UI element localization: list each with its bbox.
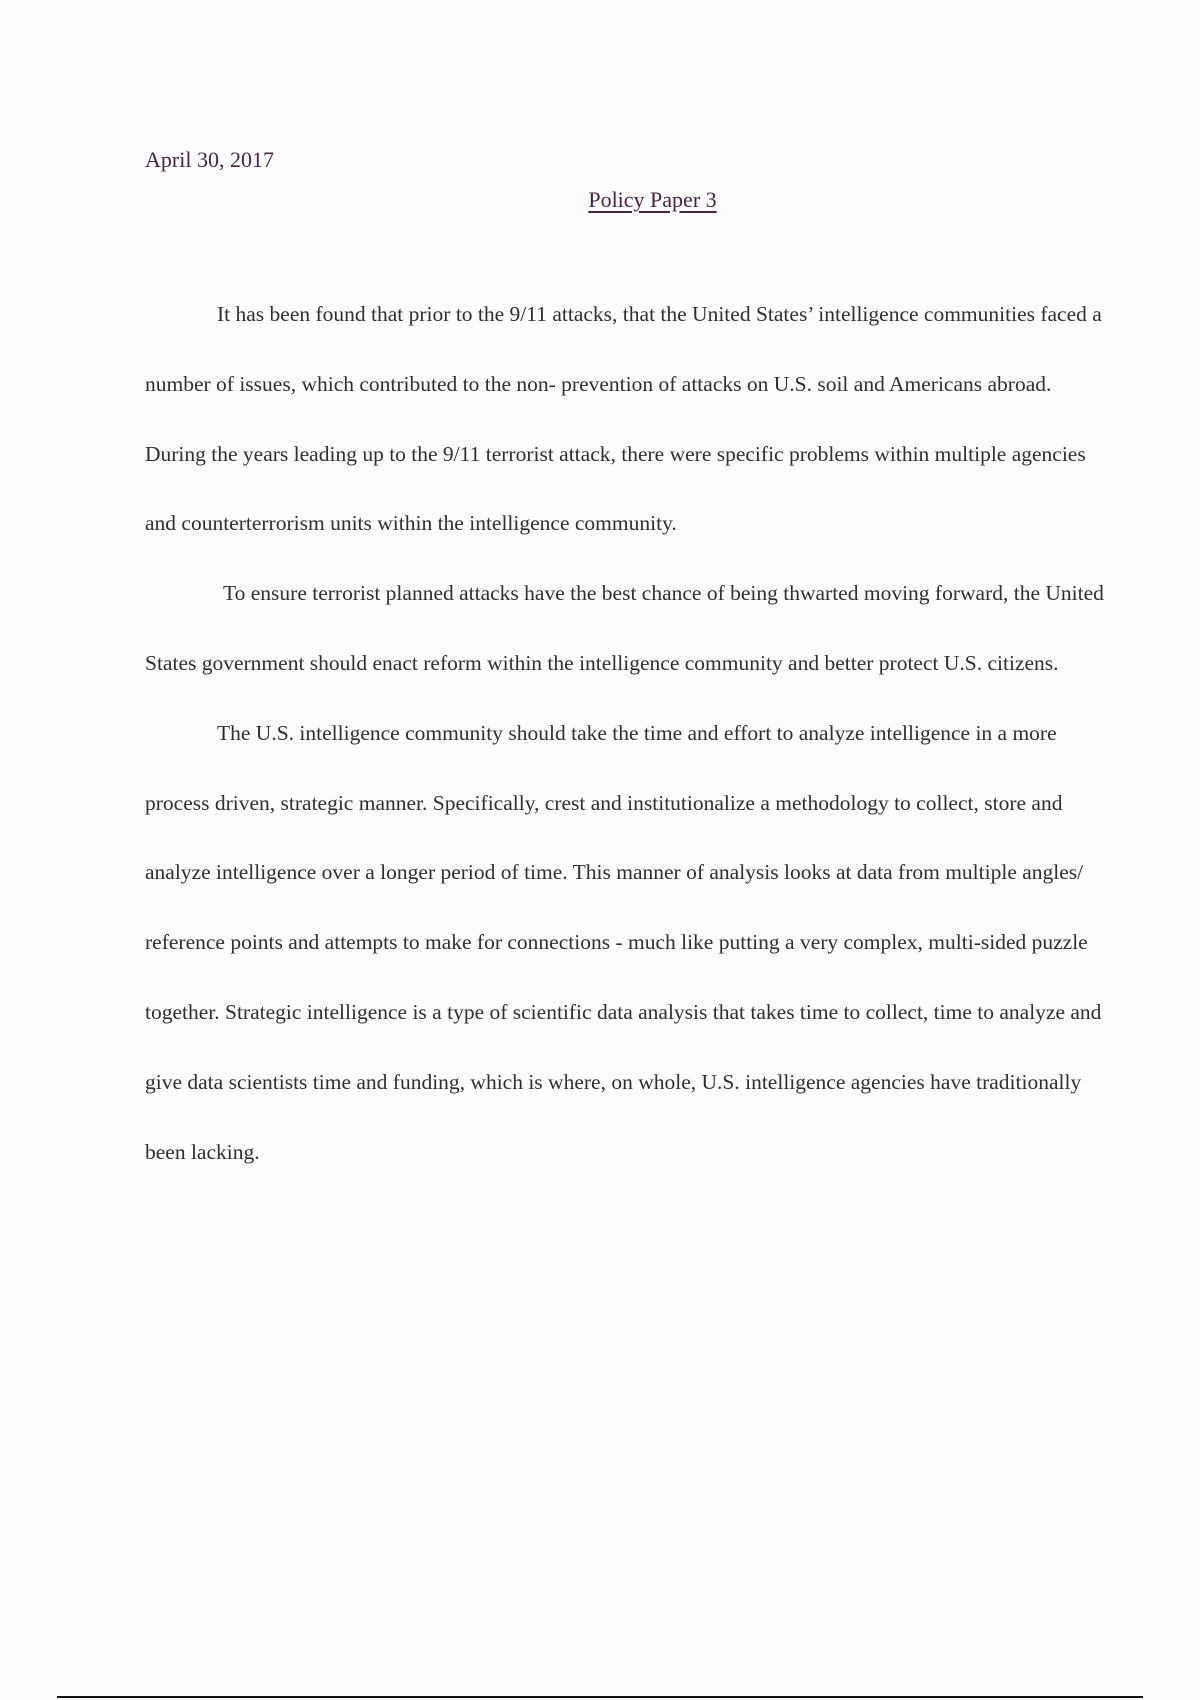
document-body (145, 280, 1105, 1187)
paragraph-3: The U.S. intelligence community should take the time and effort to analyze intelligence in a more process driven, strategic manner. Specifically, crest and institutionalize a methodology to collect, store and analyze intelligence over a longer period of time. This manner of analysis looks at data from multiple angles/ reference points and attempts to make for connections - much like putting a very complex, multi-sided puzzle together. Strategic intelligence is a type of scientific data analysis that takes time to collect, time to analyze and give data scientists time and funding, which is where, on whole, U.S. intelligence agencies have traditionally been lacking. (145, 720, 1102, 1164)
paragraph-2: To ensure terrorist planned attacks have the best chance of being thwarted moving forward, the United States government should enact reform within the intelligence community and better protect U.S. citizens. (145, 581, 1104, 675)
document-title-text: Policy Paper 3 (588, 187, 717, 212)
page-bottom-rule (57, 1696, 1143, 1698)
document-title (0, 183, 1200, 217)
document-date: April 30, 2017 (145, 147, 274, 172)
paragraph-1: It has been found that prior to the 9/11 attacks, that the United States’ intelligence communities faced a number of issues, which contributed to the non- prevention of attacks on U.S. soil and Americans abroad. During the years leading up to the 9/11 terrorist attack, there were specific problems within multiple agencies and counterterrorism units within the intelligence community. (145, 302, 1102, 536)
